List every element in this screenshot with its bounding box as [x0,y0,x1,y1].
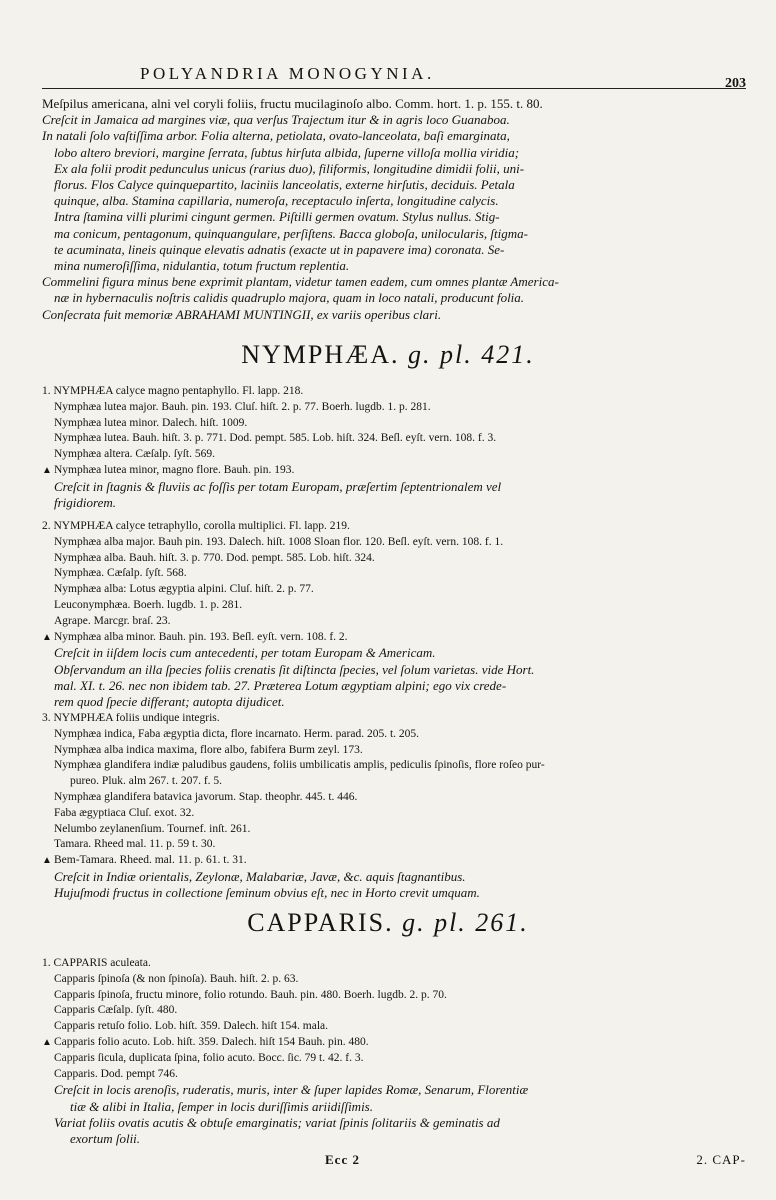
synonym-line: ▲ Nymphæa lutea minor, magno flore. Bauh. pin. 193. [42,463,295,476]
synonym-line: Nymphæa lutea. Bauh. hiſt. 3. p. 771. Dod. pempt. 585. Lob. hiſt. 324. Beſl. eyſt. vern. 108. f. 3. [54,432,497,445]
mespilus-entry [42,96,758,323]
text-line: In natali ſolo vaſtiſſima arbor. Folia alterna, petiolata, ovato-lanceolata, baſi emarginata, [42,128,510,144]
synonym-line: Nymphæa. Cæſalp. ſyſt. 568. [54,567,187,580]
synonym-line: Capparis. Dod. pempt 746. [54,1067,178,1080]
synonym-line: Nymphæa alba indica maxima, flore albo, fabifera Burm zeyl. 173. [54,743,363,756]
habitat-line: Creſcit in ſtagnis & fluviis ac foſſis per totam Europam, præſertim ſeptentrionalem vel [54,478,502,494]
text-line: Commelini figura minus bene exprimit plantam, videtur tamen eadem, cum omnes plantæ America- [42,274,559,290]
text-line: lobo altero breviori, margine ſerrata, ſubtus hirſuta albida, ſuperne villoſa mollia viridia; [54,144,520,160]
page-footer [0,1152,776,1172]
note-line: Hujuſmodi fructus in collectione ſeminum obvius eſt, nec in Horto crevit umquam. [54,885,480,901]
synonym-line: Faba ægyptiaca Cluſ. exot. 32. [54,806,195,819]
synonym-line: ▲ Nymphæa alba minor. Bauh. pin. 193. Beſl. eyſt. vern. 108. f. 2. [42,630,348,643]
species-title: 1. CAPPARIS aculeata. [42,957,151,969]
text-line: Conſecrata fuit memoriæ ABRAHAMI MUNTINGII, ex variis operibus clari. [42,306,442,322]
text-line: Meſpilus americana, alni vel coryli foliis, fructu mucilaginoſo albo. Comm. hort. 1. p. 155. t. 80. [42,96,543,111]
synonym-line: Capparis ſicula, duplicata ſpina, folio acuto. Bocc. ſic. 79 t. 42. f. 3. [54,1051,364,1064]
synonym-line: Nymphæa glandifera indiæ paludibus gaudens, foliis umbilicatis amplis, pediculis ſpinoſis, flore roſeo pur- [54,759,545,772]
genus-reference: g. pl. 261. [402,908,529,937]
note-line: mal. XI. t. 26. nec non ibidem tab. 27. Præterea Lotum ægyptiam alpini; ego vix crede- [54,677,507,693]
nymphaea-species-2 [42,519,758,710]
synonym-line: ▲ Bem-Tamara. Rheed. mal. 11. p. 61. t. 31. [42,854,247,867]
synonym-line: Nelumbo zeylanenſium. Tournef. inſt. 261. [54,822,251,835]
synonym-line: Capparis ſpinoſa, fructu minore, folio rotundo. Bauh. pin. 480. Boerh. lugdb. 2. p. 70. [54,988,447,1001]
synonym-line: Nymphæa alba: Lotus ægyptia alpini. Cluſ. hiſt. 2. p. 77. [54,583,314,596]
note-line: Variat foliis ovatis acutis & obtuſe emarginatis; variat ſpinis ſolitariis & geminatis ad [54,1114,500,1130]
page-number: 203 [725,76,746,91]
genus-name: NYMPHÆA. [241,340,400,369]
synonym-line: Leuconymphæa. Boerh. lugdb. 1. p. 281. [54,598,243,611]
nymphaea-species-3 [42,711,758,901]
species-title: 1. NYMPHÆA calyce magno pentaphyllo. Fl. lapp. 218. [42,385,304,397]
text-line: Creſcit in Jamaica ad margines viæ, qua verſus Trajectum itur & in agris loco Guanaboa. [42,112,510,128]
synonym-line: Capparis ſpinoſa (& non ſpinoſa). Bauh. hiſt. 2. p. 63. [54,972,299,985]
text-line: quinque, alba. Stamina capillaria, numeroſa, receptaculo inſerta, longitudine calycis. [54,193,499,209]
synonym-line: Nymphæa lutea major. Bauh. pin. 193. Cluſ. hiſt. 2. p. 77. Boerh. lugdb. 1. p. 281. [54,400,431,413]
genus-reference: g. pl. 421. [408,340,535,369]
habitat-line: tiæ & alibi in Italia, ſemper in locis duriſſimis ariidiſſimis. [70,1098,373,1114]
note-line: exortum ſolii. [70,1130,141,1146]
text-line: mina numeroſiſſima, nidulantia, totum fructum replentia. [54,258,350,274]
synonym-line: Nymphæa alba major. Bauh pin. 193. Dalech. hiſt. 1008 Sloan flor. 120. Beſl. eyſt. vern. 108. f. 1. [54,535,504,548]
synonym-line: Nymphæa alba. Bauh. hiſt. 3. p. 770. Dod. pempt. 585. Lob. hiſt. 324. [54,551,375,564]
signature-mark: Ecc 2 [325,1152,360,1167]
note-line: rem quod ſpecie differant; autopta dijudicet. [54,693,285,709]
synonym-line: Agrape. Marcgr. braſ. 23. [54,614,171,627]
habitat-line: Creſcit in locis arenoſis, ruderatis, muris, inter & ſuper lapides Romæ, Senarum, Florentiæ [54,1082,529,1098]
genus-name: CAPPARIS. [247,908,394,937]
running-head [0,62,776,92]
habitat-line: frigidiorem. [54,494,116,510]
text-line: næ in hybernaculis noſtris calidis quadruplo majora, quam in loco natali, producunt folia. [54,290,525,306]
text-line: ma conicum, pentagonum, quinquangulare, perſiſtens. Bacca globoſa, unilocularis, ſtigma- [54,225,528,241]
habitat-line: Creſcit in iiſdem locis cum antecedenti, per totam Europam & Americam. [54,645,436,661]
synonym-line: Capparis Cæſalp. ſyſt. 480. [54,1004,178,1017]
synonym-line: Nymphæa lutea minor. Dalech. hiſt. 1009. [54,416,248,429]
species-title: 3. NYMPHÆA foliis undique integris. [42,712,220,724]
nymphaea-species-1 [42,384,758,511]
species-title: 2. NYMPHÆA calyce tetraphyllo, corolla multiplici. Fl. lapp. 219. [42,520,350,532]
header-rule [42,88,746,89]
text-line: florus. Flos Calyce quinquepartito, laciniis lanceolatis, externe hirſutis, deciduis. Petala [54,177,515,193]
nymphaea-heading [0,340,776,370]
synonym-line: pureo. Pluk. alm 267. t. 207. f. 5. [70,775,223,788]
synonym-line: ▲ Capparis folio acuto. Lob. hiſt. 359. Dalech. hiſt 154 Bauh. pin. 480. [42,1035,369,1048]
capparis-heading [0,908,776,938]
text-line: Ex ala folii prodit pedunculus unicus (rarius duo), filiformis, longitudine dimidii folii, uni- [54,160,525,176]
synonym-line: Nymphæa altera. Cæſalp. ſyſt. 569. [54,448,215,461]
capparis-species-1 [42,956,758,1147]
habitat-line: Creſcit in Indiæ orientalis, Zeylonæ, Malabariæ, Javæ, &c. aquis ſtagnantibus. [54,868,466,884]
running-head-title: POLYANDRIA MONOGYNIA. [140,64,435,83]
synonym-line: Tamara. Rheed mal. 11. p. 59 t. 30. [54,838,216,851]
text-line: Intra ſtamina villi plurimi cingunt germen. Piſtilli germen ovatum. Stylus nullus. Stig- [54,209,500,225]
text-line: te acuminata, lineis quinque elevatis adnatis (exacte ut in papavere ima) coronata. Se- [54,241,505,257]
synonym-line: Nymphæa glandifera batavica javorum. Stap. theophr. 445. t. 446. [54,790,358,803]
catchword: 2. CAP- [696,1152,746,1167]
synonym-line: Nymphæa indica, Faba ægyptia dicta, flore incarnato. Herm. parad. 205. t. 205. [54,727,420,740]
synonym-line: Capparis retuſo folio. Lob. hiſt. 359. Dalech. hiſt 154. mala. [54,1020,329,1033]
note-line: Obſervandum an illa ſpecies foliis crenatis ſit diſtincta ſpecies, vel ſolum varietas. vide Hort. [54,661,535,677]
